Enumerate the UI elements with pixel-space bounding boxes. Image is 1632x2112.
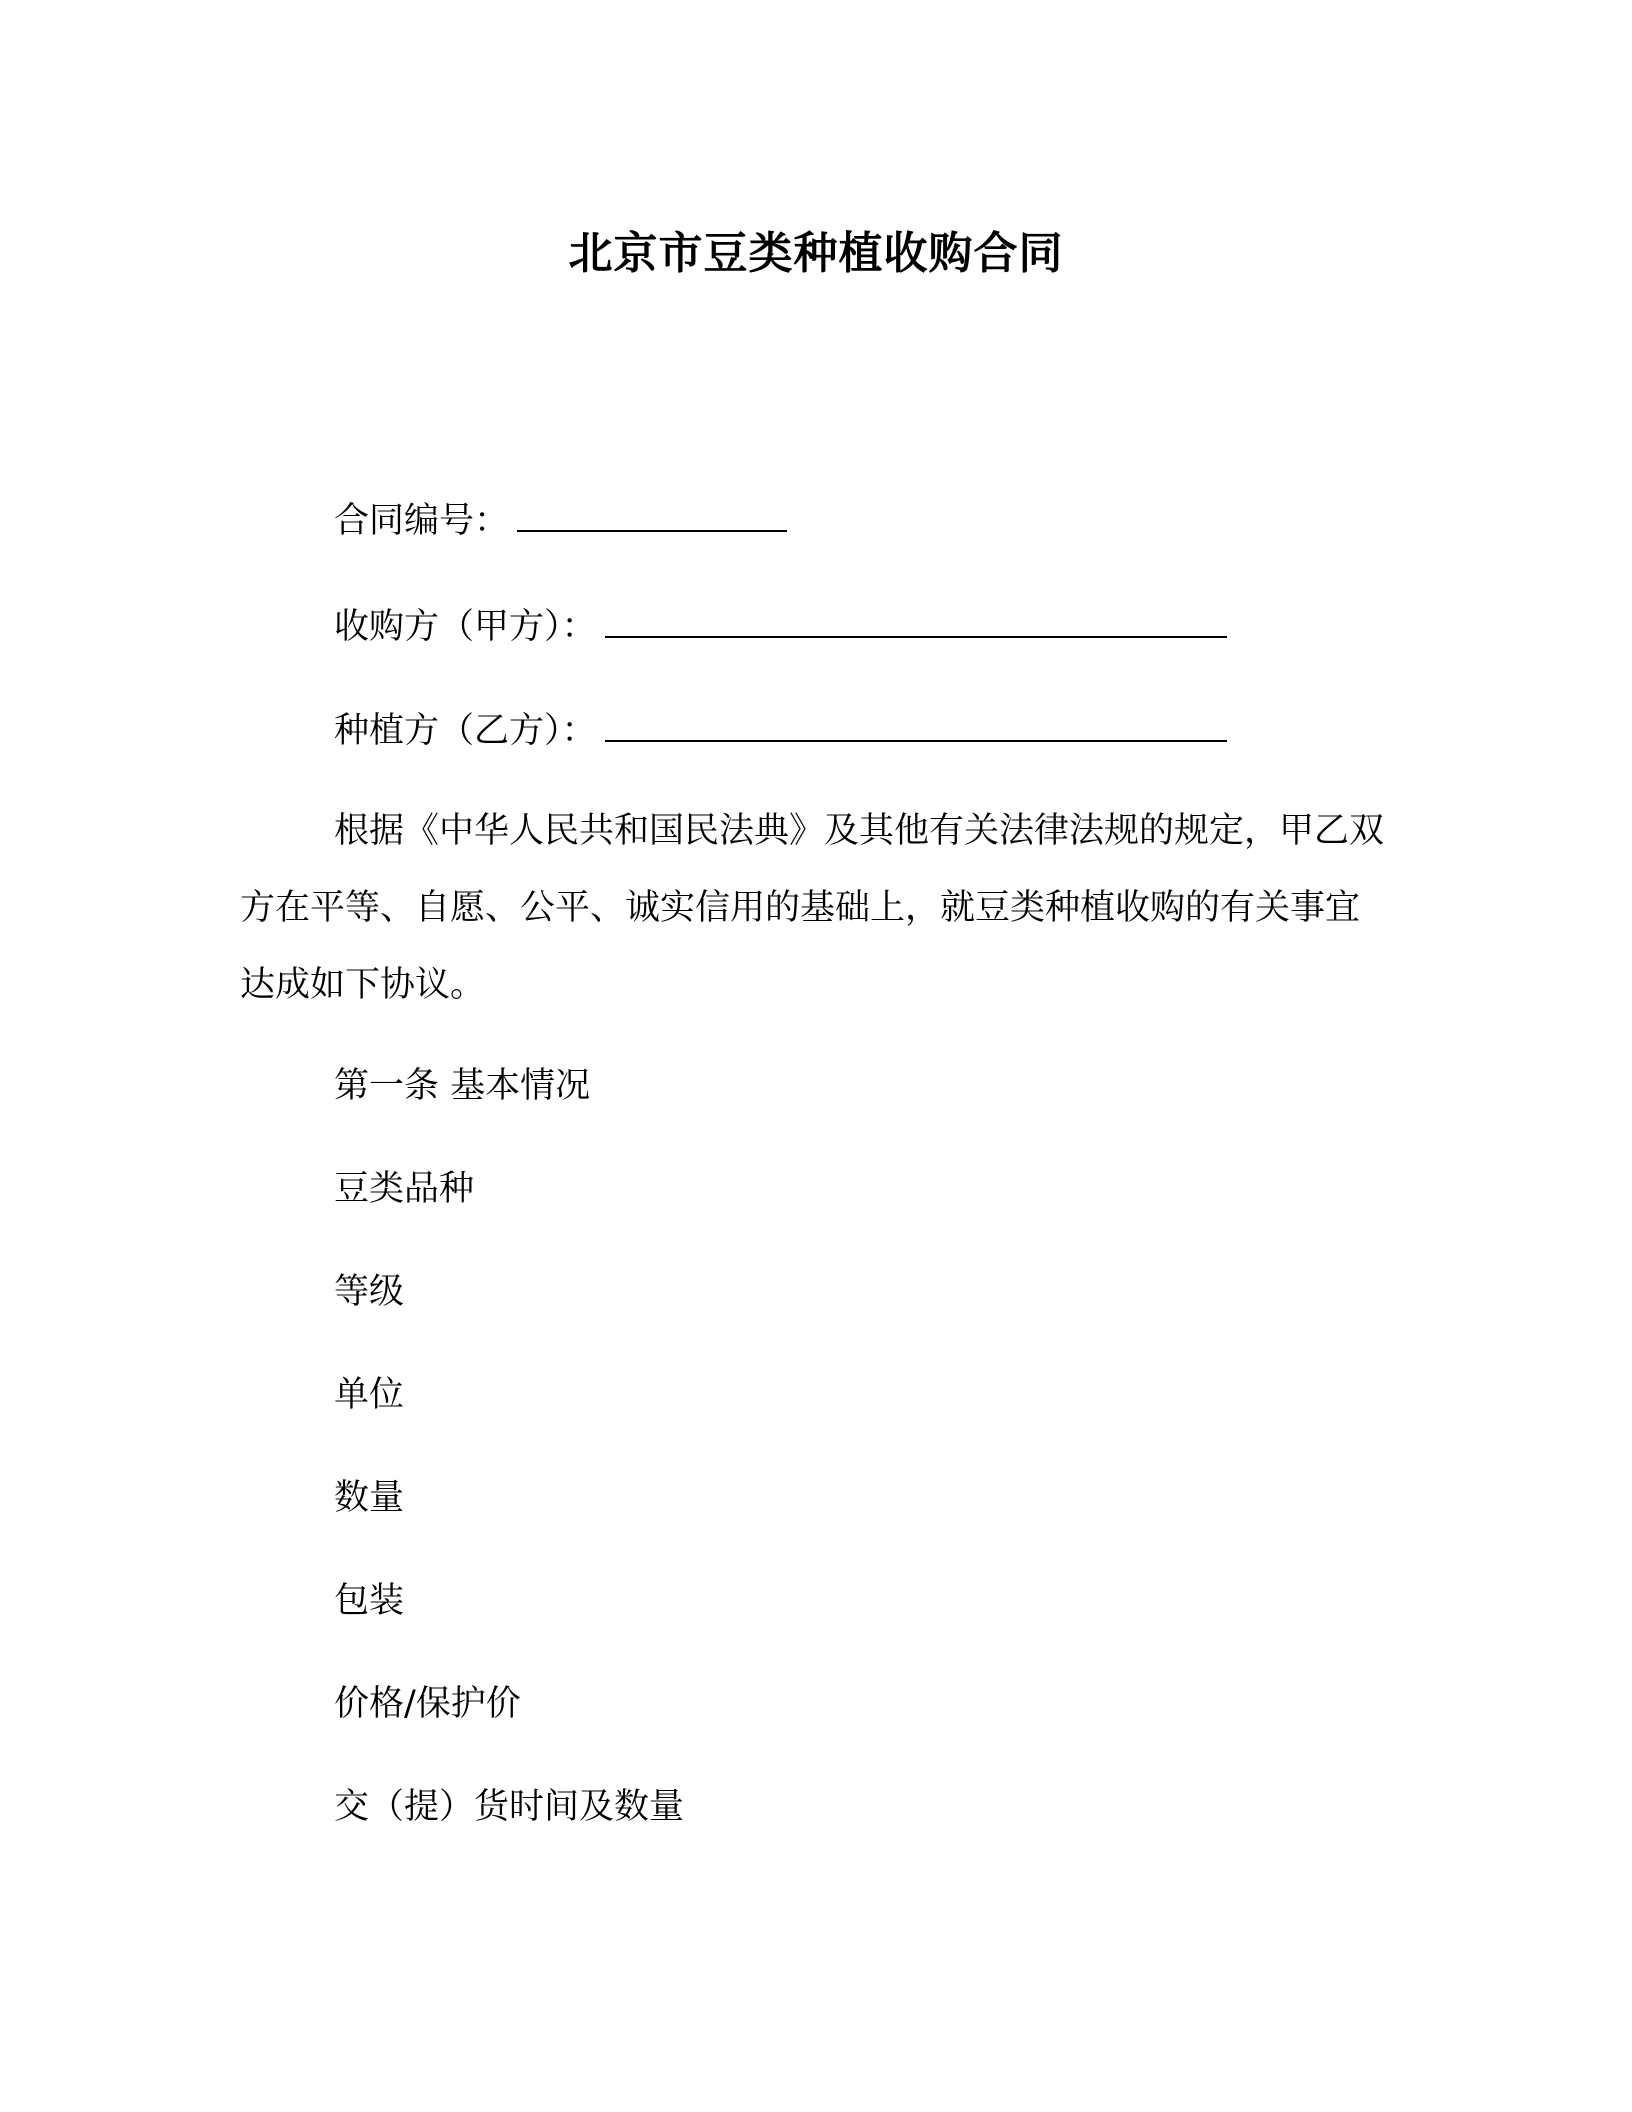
- item-bean-variety: 豆类品种: [334, 1169, 475, 1209]
- item-packaging: 包装: [334, 1581, 405, 1621]
- contract-number-line: [334, 496, 787, 546]
- grower-line: [334, 706, 1227, 756]
- buyer-label: 收购方（甲方）：: [334, 607, 597, 647]
- article-1-heading: 第一条 基本情况: [334, 1066, 591, 1106]
- intro-paragraph: 根据《中华人民共和国民法典》及其他有关法律法规的规定，甲乙双方在平等、自愿、公平、诚实信用的基础上，就豆类种植收购的有关事宜达成如下协议。: [240, 811, 1385, 1005]
- item-grade: 等级: [334, 1272, 405, 1312]
- buyer-blank: [605, 606, 1227, 638]
- item-unit: 单位: [334, 1375, 405, 1415]
- item-quantity: 数量: [334, 1478, 405, 1518]
- buyer-line: [334, 602, 1227, 652]
- document-title: 北京市豆类种植收购合同: [568, 228, 1064, 279]
- contract-number-blank: [517, 500, 787, 532]
- item-delivery-time-quantity: 交（提）货时间及数量: [334, 1787, 685, 1827]
- item-price: 价格/保护价: [334, 1684, 521, 1724]
- grower-label: 种植方（乙方）：: [334, 711, 597, 751]
- grower-blank: [605, 710, 1227, 742]
- contract-number-label: 合同编号：: [334, 501, 510, 541]
